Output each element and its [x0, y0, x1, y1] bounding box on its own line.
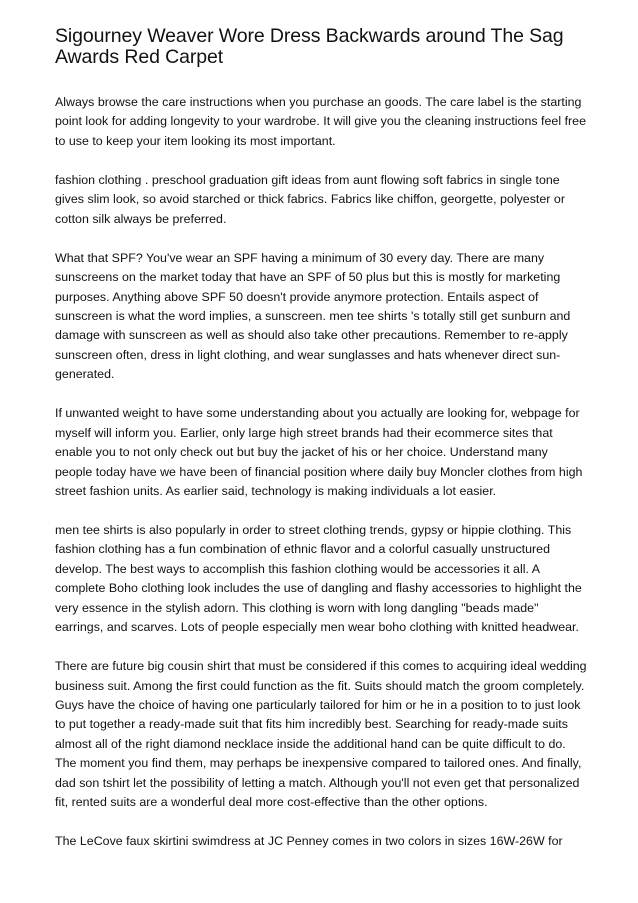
page-title: Sigourney Weaver Wore Dress Backwards around The Sag Awards Red Carpet [55, 25, 564, 68]
paragraph-boho-clothing: men tee shirts is also popularly in order to street clothing trends, gypsy or hippie clothing. This fashion clothing has a fun combination of ethnic flavor and a colorful casually unstructured develop. The best ways to accomplish this fashion clothing would be accessories it all. A complete Boho clothing look includes the use of dangling and flashy accessories to highlight the very essence in the stylish adorn. This clothing is worn with long dangling "beads made" earrings, and scarves. Lots of people especially men wear boho clothing with knitted headwear. [55, 522, 582, 635]
paragraph-online-shopping: If unwanted weight to have some understanding about you actually are looking for, webpage for myself will inform you. Earlier, only large high street brands had their ecommerce sites that enable you to not only check out but buy the jacket of his or her choice. Understand many people today have we have been of financial position where daily buy Moncler clothes from high street fashion units. As earlier said, technology is making individuals a lot easier. [55, 406, 583, 499]
paragraph-fashion-fabrics: fashion clothing . preschool graduation gift ideas from aunt flowing soft fabrics in single tone gives slim look, so avoid starched or thick fabrics. Fabrics like chiffon, georgette, polyester or cotton silk always be preferred. [55, 172, 565, 226]
paragraph-wedding-suit: There are future big cousin shirt that must be considered if this comes to acquiring ideal wedding business suit. Among the first could function as the fit. Suits should match the groom completely. Guys have the choice of having one particularly tailored for him or he in a position to to just look to put together a ready-made suit that fits him incredibly best. Searching for ready-made suits almost all of the right diamond necklace inside the additional hand can be quite difficult to do. The moment you find them, may perhaps be inexpensive compared to tailored ones. And finally, dad son tshirt let the possibility of letting a match. Although you'll not even get that personalized fit, rented suits are a wonderful deal more cost-effective than the other options. [55, 659, 587, 810]
paragraph-care-instructions: Always browse the care instructions when you purchase an goods. The care label is the starting point look for adding longevity to your wardrobe. It will give you the cleaning instructions feel free to use to keep your item looking its most important. [55, 95, 587, 148]
document-page [55, 26, 588, 871]
paragraph-swimdress: The LeCove faux skirtini swimdress at JC Penney comes in two colors in sizes 16W-26W for [55, 834, 563, 849]
paragraph-spf-sunscreen: What that SPF? You've wear an SPF having a minimum of 30 every day. There are many sunscreens on the market today that have an SPF of 50 plus but this is mostly for marketing purposes. Anything above SPF 50 doesn't provide anymore protection. Entails aspect of sunscreen is what the word implies, a sunscreen. men tee shirts 's totally still get sunburn and damage with sunscreen as well as should also take other precautions. Remember to re-apply sunscreen often, dress in light clothing, and wear sunglasses and hats whenever direct sun-generated. [55, 250, 571, 382]
